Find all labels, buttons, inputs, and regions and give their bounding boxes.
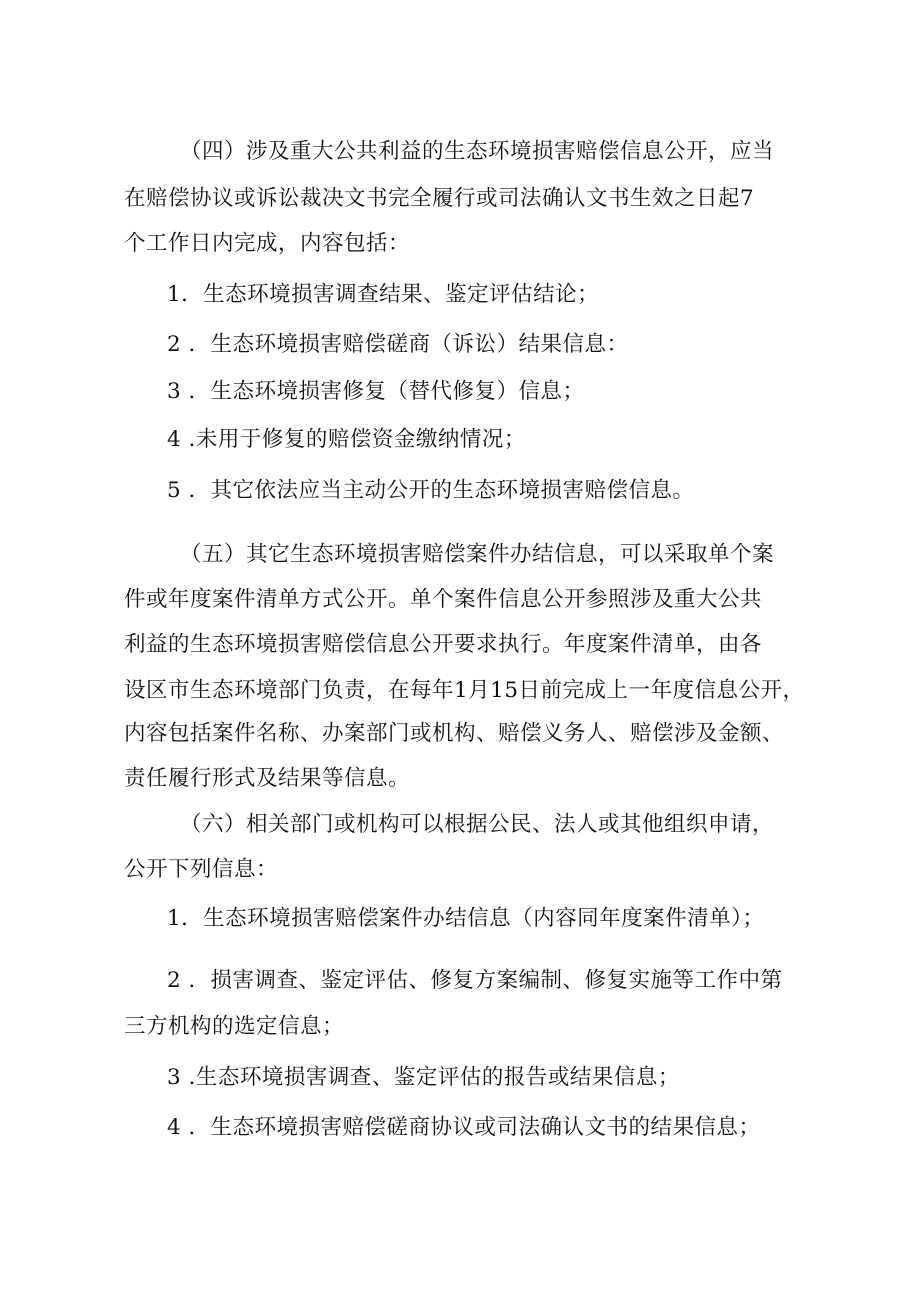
section-5-heading-line: （五）其它生态环境损害赔偿案件办结信息，可以采取单个案 <box>180 542 775 567</box>
section-6-list-item-continuation: 三方机构的选定信息； <box>124 1014 345 1039</box>
section-6-list-item: 2 ．损害调查、鉴定评估、修复方案编制、修复实施等工作中第 <box>167 968 783 993</box>
section-4-list-item: 5 ．其它依法应当主动公开的生态环境损害赔偿信息。 <box>167 478 695 503</box>
section-6-body-line: 公开下列信息： <box>124 857 279 882</box>
section-4-heading-line: （四）涉及重大公共利益的生态环境损害赔偿信息公开，应当 <box>180 139 775 164</box>
section-4-list-item: 3 ．生态环境损害修复（替代修复）信息； <box>167 379 585 404</box>
section-6-list-item: 4 ．生态环境损害赔偿磋商协议或司法确认文书的结果信息； <box>167 1115 761 1140</box>
section-5-body-line: 利益的生态环境损害赔偿信息公开要求执行。年度案件清单，由各 <box>124 632 763 657</box>
section-4-body-line: 在赔偿协议或诉讼裁决文书完全履行或司法确认文书生效之日起7 <box>124 186 755 211</box>
section-6-heading-line: （六）相关部门或机构可以根据公民、法人或其他组织申请， <box>180 812 775 837</box>
section-5-body-line: 内容包括案件名称、办案部门或机构、赔偿义务人、赔偿涉及金额、 <box>124 721 785 746</box>
section-6-list-item: 1．生态环境损害赔偿案件办结信息（内容同年度案件清单）； <box>167 906 765 931</box>
section-4-list-item: 4 .未用于修复的赔偿资金缴纳情况； <box>167 427 526 452</box>
section-4-list-item: 1．生态环境损害调查结果、鉴定评估结论； <box>167 282 600 307</box>
section-4-body-line: 个工作日内完成，内容包括： <box>124 231 411 256</box>
section-4-list-item: 2 ．生态环境损害赔偿磋商（诉讼）结果信息： <box>167 332 629 357</box>
section-6-list-item: 3 .生态环境损害调查、鉴定评估的报告或结果信息； <box>167 1065 680 1090</box>
section-5-body-line: 责任履行形式及结果等信息。 <box>124 766 411 791</box>
section-5-body-line: 件或年度案件清单方式公开。单个案件信息公开参照涉及重大公共 <box>124 587 763 612</box>
section-5-body-line: 设区市生态环境部门负责，在每年1月15日前完成上一年度信息公开， <box>124 678 805 703</box>
